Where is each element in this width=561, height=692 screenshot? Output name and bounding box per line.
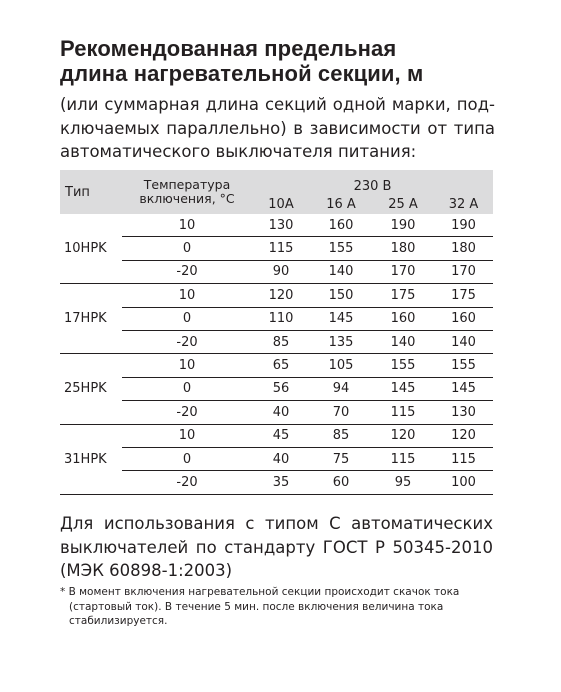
length-cell: 75 <box>310 447 372 470</box>
usage-note <box>60 512 493 583</box>
header-current: 25 А <box>372 194 434 214</box>
length-cell: 175 <box>372 284 434 307</box>
table-row <box>60 214 493 237</box>
length-cell: 56 <box>252 377 310 400</box>
length-cell: 170 <box>372 260 434 283</box>
note-line-2: выключателей по стандарту ГОСТ Р 50345-2010 <box>60 537 493 557</box>
table-row <box>60 471 493 494</box>
table-row <box>60 284 493 307</box>
title-line-1: Рекомендованная предельная <box>60 36 397 61</box>
length-cell: 150 <box>310 284 372 307</box>
length-cell: 155 <box>372 354 434 377</box>
note-line-1: Для использования с типом С автоматических <box>60 514 493 533</box>
length-cell: 160 <box>310 214 372 237</box>
length-cell: 35 <box>252 471 310 494</box>
table-row <box>60 377 493 400</box>
table-row <box>60 424 493 447</box>
length-cell: 160 <box>372 307 434 330</box>
temperature-cell: -20 <box>122 260 252 283</box>
header-current: 32 А <box>434 194 493 214</box>
title-line-2: длина нагревательной секции, м <box>60 61 424 86</box>
header-current: 16 А <box>310 194 372 214</box>
table-row <box>60 307 493 330</box>
temperature-cell: 10 <box>122 424 252 447</box>
note-line-3: (МЭК 60898-1:2003) <box>60 561 233 580</box>
table-row <box>60 237 493 260</box>
header-temperature-line-2: включения, °С <box>139 191 235 206</box>
length-cell: 115 <box>252 237 310 260</box>
footnote <box>60 585 490 629</box>
length-cell: 90 <box>252 260 310 283</box>
temperature-cell: 0 <box>122 237 252 260</box>
length-cell: 65 <box>252 354 310 377</box>
length-cell: 155 <box>310 237 372 260</box>
temperature-cell: 10 <box>122 354 252 377</box>
length-cell: 190 <box>434 214 493 237</box>
length-cell: 190 <box>372 214 434 237</box>
temperature-cell: -20 <box>122 471 252 494</box>
subtitle-line-2: ключаемых параллельно) в зависимости от типа <box>60 118 495 138</box>
length-cell: 120 <box>434 424 493 447</box>
table-row <box>60 401 493 424</box>
length-cell: 120 <box>252 284 310 307</box>
footnote-line-2: (стартовый ток). В течение 5 мин. после включения величина тока <box>69 600 444 613</box>
length-cell: 40 <box>252 447 310 470</box>
length-cell: 140 <box>434 330 493 353</box>
footnote-line-1: * В момент включения нагревательной секции происходит скачок тока <box>60 586 460 598</box>
page-title <box>60 36 530 86</box>
table-body <box>60 214 493 494</box>
model-cell: 10HPK <box>60 214 122 284</box>
length-cell: 180 <box>372 237 434 260</box>
temperature-cell: -20 <box>122 330 252 353</box>
header-temperature <box>122 170 252 214</box>
table-row <box>60 330 493 353</box>
length-cell: 160 <box>434 307 493 330</box>
temperature-cell: 0 <box>122 447 252 470</box>
length-cell: 170 <box>434 260 493 283</box>
table-row <box>60 260 493 283</box>
model-cell: 25HPK <box>60 354 122 424</box>
table-row <box>60 354 493 377</box>
length-cell: 45 <box>252 424 310 447</box>
length-cell: 130 <box>434 401 493 424</box>
section-length-table <box>60 170 493 495</box>
footnote-line-3: стабилизируется. <box>69 615 168 627</box>
length-cell: 130 <box>252 214 310 237</box>
length-cell: 120 <box>372 424 434 447</box>
header-voltage: 230 В <box>252 170 493 194</box>
length-cell: 115 <box>434 447 493 470</box>
subtitle <box>60 93 495 164</box>
length-cell: 140 <box>310 260 372 283</box>
length-cell: 175 <box>434 284 493 307</box>
length-cell: 115 <box>372 401 434 424</box>
temperature-cell: 10 <box>122 284 252 307</box>
table-row <box>60 447 493 470</box>
model-cell: 17HPK <box>60 284 122 354</box>
length-cell: 145 <box>434 377 493 400</box>
model-cell: 31HPK <box>60 424 122 494</box>
length-cell: 94 <box>310 377 372 400</box>
length-cell: 110 <box>252 307 310 330</box>
length-cell: 105 <box>310 354 372 377</box>
subtitle-line-3: автоматического выключателя питания: <box>60 142 417 161</box>
length-cell: 155 <box>434 354 493 377</box>
length-cell: 70 <box>310 401 372 424</box>
length-cell: 85 <box>310 424 372 447</box>
temperature-cell: 10 <box>122 214 252 237</box>
length-cell: 135 <box>310 330 372 353</box>
temperature-cell: 0 <box>122 307 252 330</box>
length-cell: 100 <box>434 471 493 494</box>
temperature-cell: 0 <box>122 377 252 400</box>
length-cell: 85 <box>252 330 310 353</box>
length-cell: 40 <box>252 401 310 424</box>
length-cell: 145 <box>310 307 372 330</box>
header-type: Тип <box>60 170 122 214</box>
subtitle-line-1: (или суммарная длина секций одной марки, под- <box>60 95 495 114</box>
length-cell: 115 <box>372 447 434 470</box>
length-cell: 95 <box>372 471 434 494</box>
length-cell: 180 <box>434 237 493 260</box>
length-cell: 145 <box>372 377 434 400</box>
header-current: 10А <box>252 194 310 214</box>
header-temperature-line-1: Температура <box>143 177 231 192</box>
length-cell: 60 <box>310 471 372 494</box>
temperature-cell: -20 <box>122 401 252 424</box>
length-cell: 140 <box>372 330 434 353</box>
